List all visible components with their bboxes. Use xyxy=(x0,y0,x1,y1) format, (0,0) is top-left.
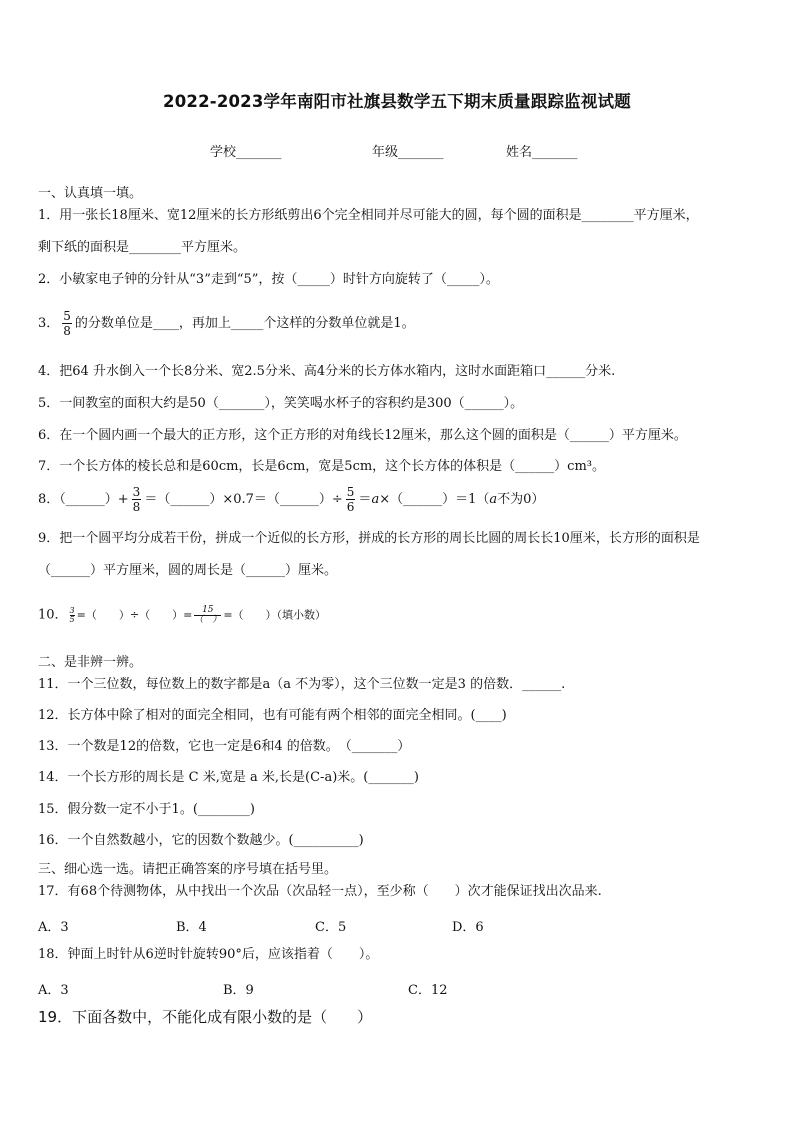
section-2-heading: 二、是非辨一辨。 xyxy=(38,655,143,670)
question-12: 12．长方体中除了相对的面完全相同，也有可能有两个相邻的面完全相同。(____) xyxy=(38,708,507,723)
question-10-middle: =（ ）÷（ ）= xyxy=(76,608,193,622)
question-14: 14．一个长方形的周长是 C 米,宽是 a 米,长是(C-a)米。(_______) xyxy=(38,770,419,785)
fraction-3-8: $\frac{3}{8}$ xyxy=(132,485,141,514)
name-field[interactable]: 姓名_______ xyxy=(506,145,578,160)
fraction-5-8: $\frac{5}{8}$ xyxy=(63,309,71,338)
q18-option-a[interactable]: A．3 xyxy=(38,983,69,998)
question-8-part-c: ＝ xyxy=(358,492,372,507)
question-8-part-b: ＝（______）×0.7＝（______）÷ xyxy=(144,492,343,507)
question-6: 6．在一个圆内画一个最大的正方形，这个正方形的对角线长12厘米，那么这个圆的面积是（______）平方厘米。 xyxy=(38,428,687,443)
q18-option-b[interactable]: B．9 xyxy=(223,983,254,998)
fraction-5-6: $\frac{5}{6}$ xyxy=(346,485,355,514)
question-8-part-a: 8．（______）+ xyxy=(38,492,129,507)
question-19: 19．下面各数中，不能化成有限小数的是（ ） xyxy=(38,1008,373,1026)
question-7: 7．一个长方体的棱长总和是60cm，长是6cm，宽是5cm，这个长方体的体积是（______）cm³。 xyxy=(38,459,605,474)
q17-option-a[interactable]: A．3 xyxy=(38,920,69,935)
q18-option-c[interactable]: C．12 xyxy=(408,983,448,998)
question-10-number: 10． xyxy=(38,607,68,623)
q17-option-d[interactable]: D．6 xyxy=(452,920,484,935)
question-16: 16．一个自然数越小，它的因数个数越少。(__________) xyxy=(38,833,364,848)
question-9-line-1: 9．把一个圆平均分成若干份，拼成一个近似的长方形，拼成的长方形的周长比圆的周长长10厘米，长方形的面积是 xyxy=(38,531,700,546)
question-8-part-e: 不为0） xyxy=(497,492,545,507)
question-9-line-2: （______）平方厘米，圆的周长是（______）厘米。 xyxy=(38,563,338,578)
section-3-heading: 三、细心选一选。请把正确答案的序号填在括号里。 xyxy=(38,862,338,877)
fraction-15-blank: 15 （ ） xyxy=(194,605,222,625)
question-8-part-d: ×（______）＝1（ xyxy=(379,492,490,507)
q17-option-c[interactable]: C．5 xyxy=(315,920,347,935)
question-17: 17．有68个待测物体，从中找出一个次品（次品轻一点），至少称（ ）次才能保证找出次品来. xyxy=(38,884,602,899)
question-3 xyxy=(38,310,415,337)
question-3-number: 3． xyxy=(38,316,60,331)
section-1-heading: 一、认真填一填。 xyxy=(38,186,143,201)
question-10-end: =（ ）（填小数） xyxy=(223,608,327,622)
question-1-line-2: 剩下纸的面积是________平方厘米。 xyxy=(38,240,247,255)
question-15: 15．假分数一定不小于1。(________) xyxy=(38,802,255,817)
q17-option-b[interactable]: B．4 xyxy=(176,920,207,935)
variable-a: a xyxy=(371,492,380,507)
question-11: 11．一个三位数，每位数上的数字都是a（a 不为零），这个三位数一定是3 的倍数．______. xyxy=(38,677,566,692)
question-10 xyxy=(38,606,326,625)
variable-a-2: a xyxy=(489,492,498,507)
question-3-text: 的分数单位是____，再加上_____个这样的分数单位就是1。 xyxy=(74,316,415,331)
grade-field[interactable]: 年级_______ xyxy=(372,145,444,160)
question-4: 4．把64 升水倒入一个长8分米、宽2.5分米、高4分米的长方体水箱内，这时水面距箱口______分米. xyxy=(38,364,616,379)
fraction-3-5: $\frac{3}{5}$ xyxy=(69,606,75,624)
question-8 xyxy=(38,486,544,513)
page-title: 2022-2023学年南阳市社旗县数学五下期末质量跟踪监视试题 xyxy=(163,92,631,111)
question-13: 13．一个数是12的倍数，它也一定是6和4 的倍数。 （_______） xyxy=(38,739,411,754)
school-field[interactable]: 学校_______ xyxy=(210,145,282,160)
question-5: 5．一间教室的面积大约是50（_______），笑笑喝水杯子的容积约是300（______）。 xyxy=(38,396,524,411)
question-1-line-1: 1．用一张长18厘米、宽12厘米的长方形纸剪出6个完全相同并尽可能大的圆，每个圆的面积是________平方厘米， xyxy=(38,208,699,223)
question-18: 18．钟面上时针从6逆时针旋转90°后，应该指着（ ）。 xyxy=(38,947,379,962)
question-2: 2．小敏家电子钟的分针从“3”走到“5”，按（_____）时针方向旋转了（_____）。 xyxy=(38,272,499,287)
